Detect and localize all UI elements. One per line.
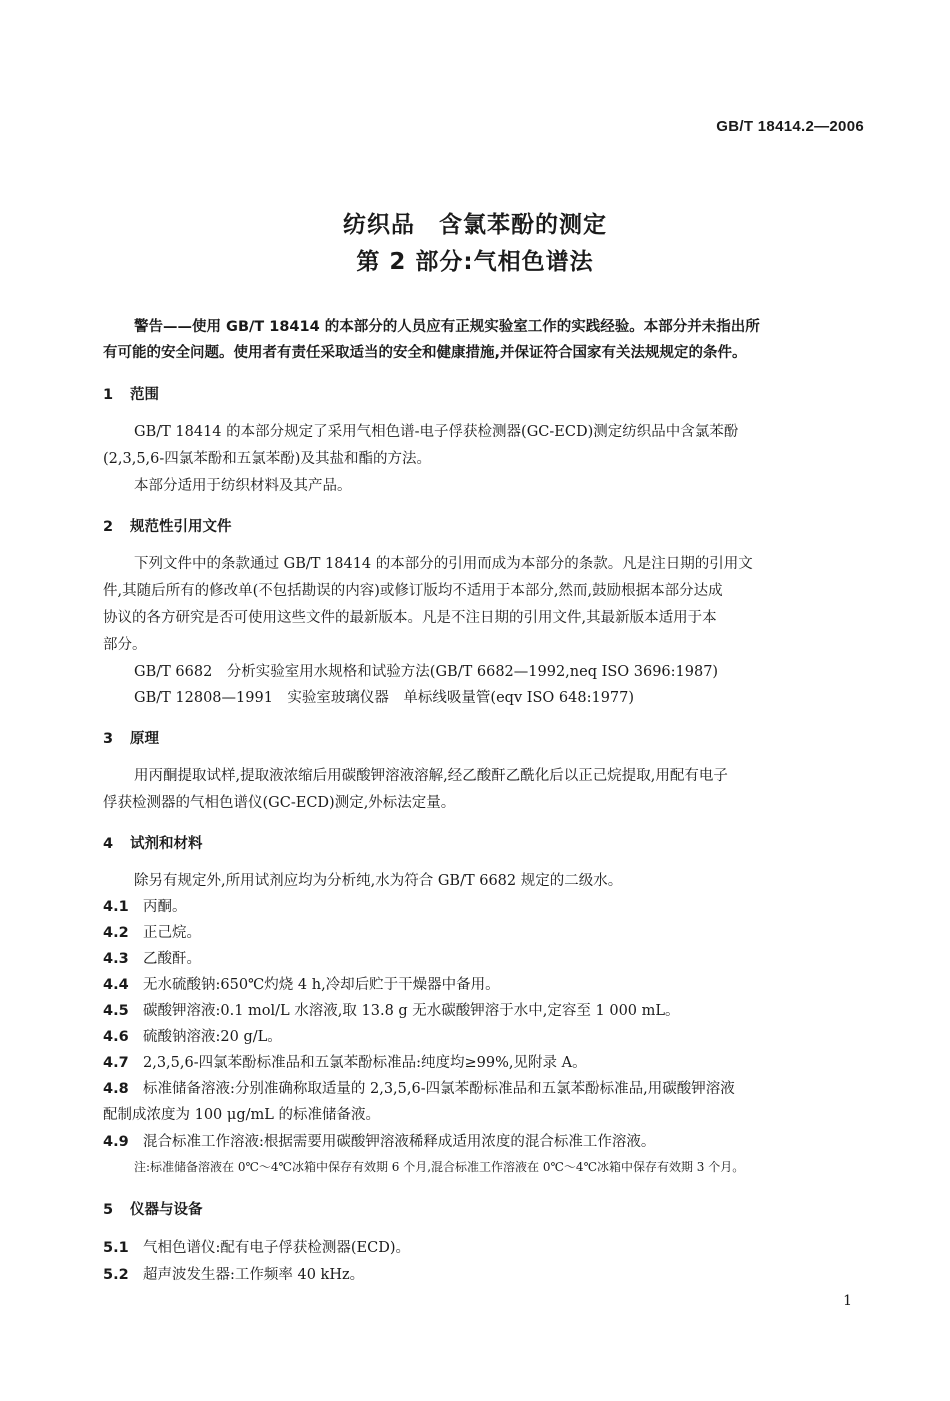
section-heading-scope — [103, 383, 159, 404]
list-item: 5.2 超声波发生器:工作频率 40 kHz。 — [103, 1267, 365, 1283]
section-title: 原理 — [130, 731, 159, 747]
section-number: 4 — [103, 836, 114, 852]
section-number: 2 — [103, 519, 114, 535]
paragraph-line: GB/T 18414 的本部分规定了采用气相色谱-电子俘获检测器(GC-ECD)测定纺织品中含氯苯酚 — [134, 424, 739, 440]
list-item: 4.6 硫酸钠溶液:20 g/L。 — [103, 1029, 282, 1045]
paragraph-line: 部分。 — [103, 637, 147, 653]
section-heading-apparatus — [103, 1198, 203, 1219]
list-item: 4.5 碳酸钾溶液:0.1 mol/L 水溶液,取 13.8 g 无水碳酸钾溶于水中,定容至 1 000 mL。 — [103, 1003, 680, 1019]
page-number: 1 — [843, 1293, 852, 1309]
section-number: 3 — [103, 731, 114, 747]
paragraph-line: 本部分适用于纺织材料及其产品。 — [134, 478, 352, 494]
section-number: 1 — [103, 387, 114, 403]
warning-line: 警告——使用 GB/T 18414 的本部分的人员应有正规实验室工作的实践经验。本部分并未指出所 — [134, 319, 760, 335]
list-item: 4.2 正己烷。 — [103, 925, 201, 941]
list-item: 5.1 气相色谱仪:配有电子俘获检测器(ECD)。 — [103, 1240, 411, 1256]
paragraph-line: 用丙酮提取试样,提取液浓缩后用碳酸钾溶液溶解,经乙酸酐乙酰化后以正己烷提取,用配有电子 — [134, 768, 728, 784]
section-heading-principle — [103, 727, 159, 748]
reference-entry: GB/T 6682 分析实验室用水规格和试验方法(GB/T 6682—1992,neq ISO 3696:1987) — [134, 664, 719, 680]
note: 注:标准储备溶液在 0℃～4℃冰箱中保存有效期 6 个月,混合标准工作溶液在 0℃～4℃冰箱中保存有效期 3 个月。 — [134, 1160, 745, 1174]
list-item: 4.3 乙酸酐。 — [103, 951, 201, 967]
paragraph-line: 俘获检测器的气相色谱仪(GC-ECD)测定,外标法定量。 — [103, 795, 456, 811]
standard-number: GB/T 18414.2—2006 — [716, 118, 864, 135]
list-item-continuation: 配制成浓度为 100 μg/mL 的标准储备液。 — [103, 1107, 380, 1123]
paragraph-line: 除另有规定外,所用试剂应均为分析纯,水为符合 GB/T 6682 规定的二级水。 — [134, 873, 623, 889]
section-title: 仪器与设备 — [130, 1202, 203, 1218]
section-title: 规范性引用文件 — [130, 519, 232, 535]
list-item: 4.9 混合标准工作溶液:根据需要用碳酸钾溶液稀释成适用浓度的混合标准工作溶液。 — [103, 1134, 656, 1150]
paragraph-line: 下列文件中的条款通过 GB/T 18414 的本部分的引用而成为本部分的条款。凡是注日期的引用文 — [134, 556, 753, 572]
document-subtitle: 第 2 部分:气相色谱法 — [356, 249, 594, 275]
reference-entry: GB/T 12808—1991 实验室玻璃仪器 单标线吸量管(eqv ISO 648:1977) — [134, 690, 635, 706]
list-item: 4.1 丙酮。 — [103, 899, 187, 915]
warning-line: 有可能的安全问题。使用者有责任采取适当的安全和健康措施,并保证符合国家有关法规规定的条件。 — [103, 345, 747, 361]
paragraph-line: 件,其随后所有的修改单(不包括勘误的内容)或修订版均不适用于本部分,然而,鼓励根据本部分达成 — [103, 583, 723, 599]
section-number: 5 — [103, 1202, 114, 1218]
section-heading-normative-references — [103, 515, 232, 536]
list-item: 4.4 无水硫酸钠:650℃灼烧 4 h,冷却后贮于干燥器中备用。 — [103, 977, 500, 993]
paragraph-line: (2,3,5,6-四氯苯酚和五氯苯酚)及其盐和酯的方法。 — [103, 451, 431, 467]
document-title: 纺织品 含氯苯酚的测定 — [343, 212, 607, 238]
section-heading-reagents — [103, 832, 203, 853]
section-title: 范围 — [130, 387, 159, 403]
paragraph-line: 协议的各方研究是否可使用这些文件的最新版本。凡是不注日期的引用文件,其最新版本适用于本 — [103, 610, 717, 626]
list-item: 4.8 标准储备溶液:分别准确称取适量的 2,3,5,6-四氯苯酚标准品和五氯苯酚标准品,用碳酸钾溶液 — [103, 1081, 735, 1097]
section-title: 试剂和材料 — [130, 836, 203, 852]
safety-warning — [103, 314, 867, 366]
list-item: 4.7 2,3,5,6-四氯苯酚标准品和五氯苯酚标准品:纯度均≥99%,见附录 A。 — [103, 1055, 587, 1071]
